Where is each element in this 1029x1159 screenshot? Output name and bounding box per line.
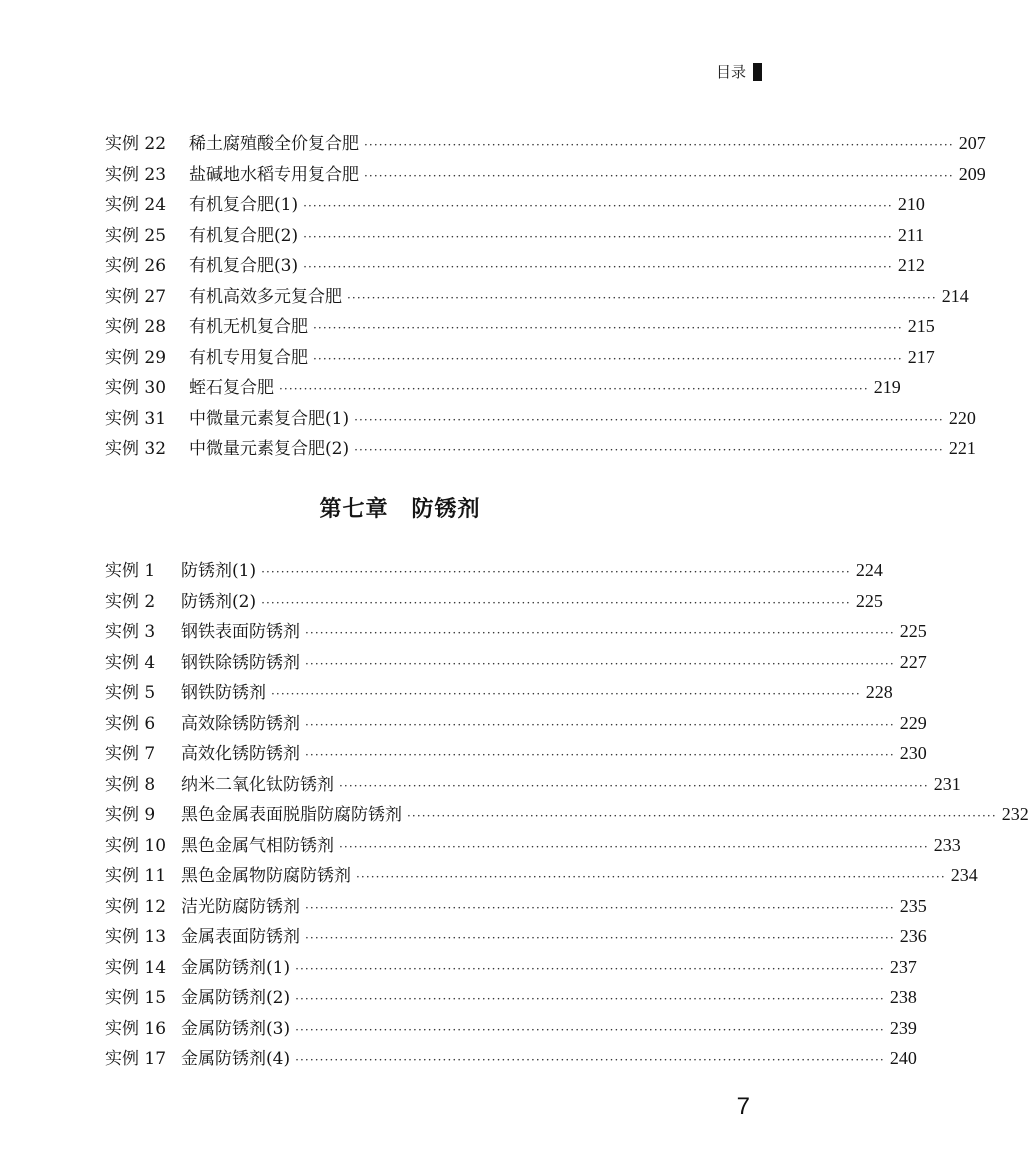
toc-entry-title: 金属防锈剂(2) — [181, 988, 291, 1008]
dot-leader: ························································································································ — [305, 717, 895, 732]
toc-entry-page: 232 — [1001, 804, 1029, 824]
toc-entry-page: 230 — [899, 743, 927, 763]
toc-entry-page: 236 — [899, 926, 927, 946]
running-header-title: 目录 — [715, 63, 746, 81]
toc-list-rust-inhibitor — [105, 555, 1029, 1074]
toc-entry[interactable] — [105, 159, 986, 190]
dot-leader: ························································································································ — [261, 595, 851, 610]
dot-leader: ························································································································ — [354, 443, 944, 457]
toc-entry-page: 233 — [933, 834, 961, 855]
dot-leader: ························································································································ — [303, 199, 893, 213]
dot-leader: ························································································································ — [279, 382, 869, 396]
toc-entry-page: 221 — [948, 438, 976, 458]
toc-entry-number: 实例 6 — [105, 713, 156, 734]
dot-leader: ························································································································ — [356, 870, 946, 884]
toc-entry[interactable] — [105, 128, 986, 159]
toc-entry-number: 实例 29 — [105, 347, 167, 368]
dot-leader: ························································································································ — [295, 992, 885, 1006]
toc-entry-number: 实例 9 — [105, 805, 156, 825]
toc-entry-number: 实例 10 — [105, 835, 167, 856]
toc-entry[interactable] — [105, 433, 976, 464]
toc-entry-page: 209 — [958, 163, 986, 184]
toc-entry-number: 实例 13 — [105, 927, 167, 947]
toc-entry[interactable] — [105, 555, 883, 586]
toc-entry-page: 231 — [933, 773, 961, 794]
toc-entry[interactable] — [105, 982, 917, 1013]
toc-entry-page: 210 — [897, 194, 925, 214]
dot-leader: ························································································································ — [339, 839, 929, 854]
toc-entry[interactable] — [105, 708, 927, 739]
dot-leader: ························································································································ — [313, 321, 903, 335]
toc-entry-number: 实例 30 — [105, 378, 167, 398]
page-number: 7 — [736, 1093, 750, 1120]
toc-entry-page: 238 — [889, 987, 917, 1007]
toc-entry-number: 实例 11 — [105, 866, 167, 886]
dot-leader: ························································································································ — [271, 687, 861, 701]
toc-entry-page: 235 — [899, 895, 927, 916]
toc-entry-title: 中微量元素复合肥(1) — [189, 408, 350, 429]
toc-entry-page: 214 — [941, 285, 969, 306]
toc-entry-page: 211 — [897, 224, 925, 245]
toc-entry-title: 纳米二氧化钛防锈剂 — [181, 774, 334, 795]
toc-entry[interactable] — [105, 189, 925, 220]
toc-entry-title: 防锈剂(1) — [181, 561, 257, 581]
dot-leader: ························································································································ — [313, 351, 903, 366]
toc-entry-page: 219 — [873, 377, 901, 397]
toc-entry[interactable] — [105, 616, 927, 647]
toc-entry[interactable] — [105, 647, 927, 678]
toc-entry-page: 224 — [855, 560, 883, 580]
toc-entry-number: 实例 12 — [105, 896, 167, 917]
toc-entry-title: 金属防锈剂(3) — [181, 1018, 291, 1039]
dot-leader: ························································································································ — [364, 168, 954, 183]
toc-entry-title: 高效除锈防锈剂 — [181, 713, 300, 734]
toc-entry-number: 实例 4 — [105, 652, 156, 673]
toc-entry-title: 有机专用复合肥 — [189, 347, 308, 368]
toc-entry-number: 实例 17 — [105, 1049, 167, 1069]
toc-entry-title: 金属表面防锈剂 — [181, 927, 300, 947]
dot-leader: ························································································································ — [305, 900, 895, 915]
toc-entry[interactable] — [105, 1043, 917, 1074]
toc-entry-page: 234 — [950, 865, 978, 885]
toc-entry[interactable] — [105, 891, 927, 922]
dot-leader: ························································································································ — [305, 656, 895, 671]
toc-entry-title: 高效化锈防锈剂 — [181, 744, 300, 764]
dot-leader: ························································································································ — [339, 778, 929, 793]
toc-entry-number: 实例 31 — [105, 408, 167, 429]
toc-entry-number: 实例 5 — [105, 683, 156, 703]
toc-entry-title: 洁光防腐防锈剂 — [181, 896, 300, 917]
header-marker-bar — [753, 63, 762, 81]
toc-entry-number: 实例 2 — [105, 591, 156, 612]
toc-entry-number: 实例 32 — [105, 439, 167, 459]
toc-entry-number: 实例 24 — [105, 195, 167, 215]
toc-entry-number: 实例 23 — [105, 164, 167, 185]
dot-leader: ························································································································ — [347, 290, 937, 305]
toc-entry-number: 实例 27 — [105, 286, 167, 307]
toc-entry-page: 227 — [899, 651, 927, 672]
toc-entry[interactable] — [105, 281, 969, 312]
toc-entry[interactable] — [105, 952, 917, 983]
dot-leader: ························································································································ — [305, 748, 895, 762]
toc-entry-page: 237 — [889, 956, 917, 977]
toc-entry[interactable] — [105, 799, 1029, 830]
toc-entry-title: 钢铁防锈剂 — [181, 683, 266, 703]
dot-leader: ························································································································ — [303, 260, 893, 274]
dot-leader: ························································································································ — [364, 138, 954, 152]
toc-entry-number: 实例 28 — [105, 317, 167, 337]
dot-leader: ························································································································ — [354, 412, 944, 427]
toc-entry-title: 有机复合肥(3) — [189, 256, 299, 276]
dot-leader: ························································································································ — [305, 931, 895, 945]
toc-entry-title: 黑色金属气相防锈剂 — [181, 835, 334, 856]
toc-entry-number: 实例 22 — [105, 134, 167, 154]
toc-entry[interactable] — [105, 921, 927, 952]
toc-entry-page: 229 — [899, 712, 927, 733]
toc-entry-number: 实例 26 — [105, 256, 167, 276]
dot-leader: ························································································································ — [295, 1022, 885, 1037]
toc-entry-number: 实例 16 — [105, 1018, 167, 1039]
toc-entry-page: 225 — [899, 621, 927, 641]
toc-entry[interactable] — [105, 860, 978, 891]
toc-entry-page: 240 — [889, 1048, 917, 1068]
dot-leader: ························································································································ — [295, 1053, 885, 1067]
toc-entry-title: 有机无机复合肥 — [189, 317, 308, 337]
toc-entry-page: 220 — [948, 407, 976, 428]
toc-entry-title: 防锈剂(2) — [181, 591, 257, 612]
toc-entry-title: 蛭石复合肥 — [189, 378, 274, 398]
toc-entry-number: 实例 14 — [105, 957, 167, 978]
dot-leader: ························································································································ — [295, 961, 885, 976]
toc-entry-number: 实例 1 — [105, 561, 156, 581]
toc-entry[interactable] — [105, 586, 883, 617]
toc-entry[interactable] — [105, 677, 893, 708]
toc-entry-title: 盐碱地水稻专用复合肥 — [189, 164, 359, 185]
toc-entry-number: 实例 7 — [105, 744, 156, 764]
dot-leader: ························································································································ — [407, 809, 997, 823]
toc-entry[interactable] — [105, 769, 961, 800]
chapter-heading: 第七章 防锈剂 — [319, 497, 481, 522]
toc-entry-title: 有机复合肥(1) — [189, 195, 299, 215]
toc-entry-title: 有机复合肥(2) — [189, 225, 299, 246]
toc-entry-page: 215 — [907, 316, 935, 336]
toc-entry[interactable] — [105, 1013, 917, 1044]
dot-leader: ························································································································ — [305, 626, 895, 640]
toc-entry-page: 207 — [958, 133, 986, 153]
toc-entry-title: 黑色金属表面脱脂防腐防锈剂 — [181, 805, 402, 825]
toc-entry-title: 黑色金属物防腐防锈剂 — [181, 866, 351, 886]
toc-entry-title: 金属防锈剂(1) — [181, 957, 291, 978]
toc-entry-page: 217 — [907, 346, 935, 367]
toc-entry[interactable] — [105, 403, 976, 434]
toc-entry-title: 中微量元素复合肥(2) — [189, 439, 350, 459]
running-header — [716, 61, 762, 82]
toc-entry-page: 228 — [865, 682, 893, 702]
toc-entry-title: 钢铁除锈防锈剂 — [181, 652, 300, 673]
toc-entry-title: 稀土腐殖酸全价复合肥 — [189, 134, 359, 154]
toc-entry-number: 实例 8 — [105, 774, 156, 795]
toc-entry-title: 钢铁表面防锈剂 — [181, 622, 300, 642]
toc-entry[interactable] — [105, 250, 925, 281]
toc-list-fertilizer — [105, 128, 986, 464]
toc-entry-page: 225 — [855, 590, 883, 611]
toc-entry[interactable] — [105, 311, 935, 342]
toc-entry-title: 金属防锈剂(4) — [181, 1049, 291, 1069]
toc-entry[interactable] — [105, 738, 927, 769]
toc-entry-page: 239 — [889, 1017, 917, 1038]
dot-leader: ························································································································ — [303, 229, 893, 244]
toc-entry[interactable] — [105, 220, 925, 251]
dot-leader: ························································································································ — [261, 565, 851, 579]
toc-entry[interactable] — [105, 372, 901, 403]
toc-entry[interactable] — [105, 342, 935, 373]
toc-entry-number: 实例 25 — [105, 225, 167, 246]
toc-entry-page: 212 — [897, 255, 925, 275]
toc-entry-title: 有机高效多元复合肥 — [189, 286, 342, 307]
toc-entry[interactable] — [105, 830, 961, 861]
toc-entry-number: 实例 3 — [105, 622, 156, 642]
toc-entry-number: 实例 15 — [105, 988, 167, 1008]
